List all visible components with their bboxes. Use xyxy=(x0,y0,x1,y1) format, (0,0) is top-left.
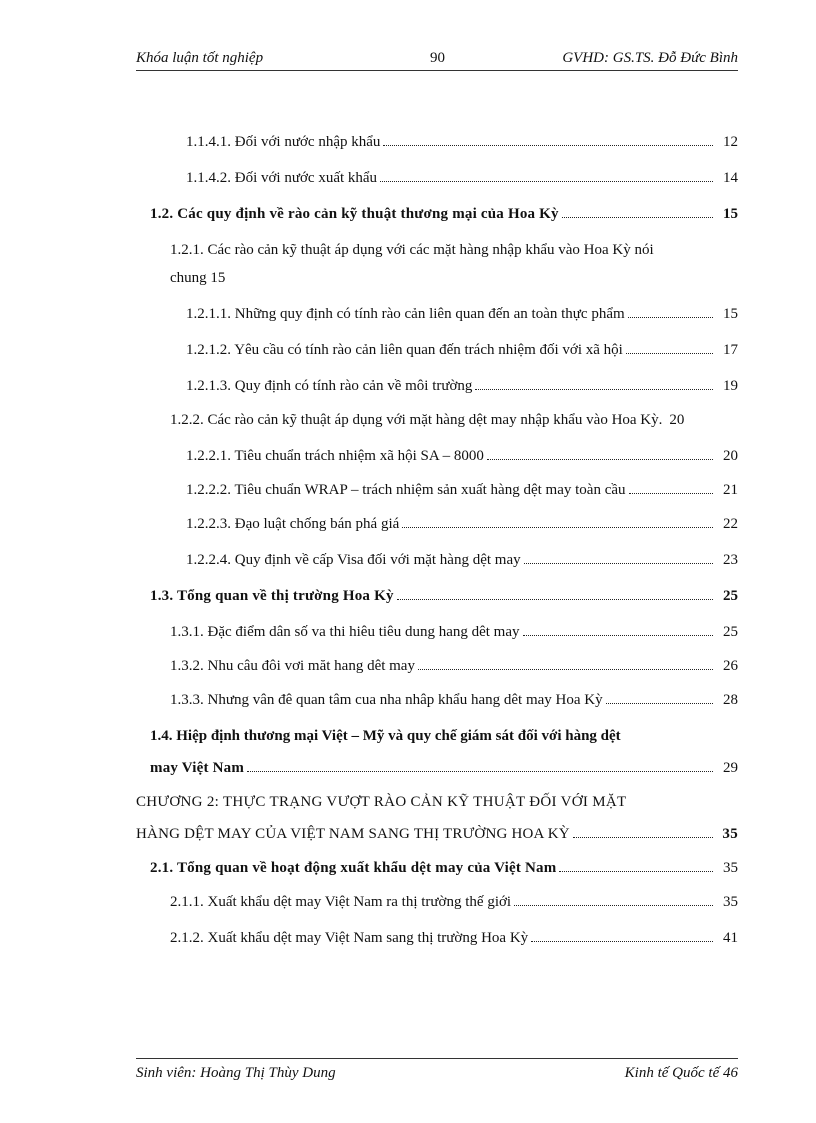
thesis-label: Khóa luận tốt nghiệp xyxy=(136,50,264,66)
student-label: Sinh viên: Hoàng Thị Thùy Dung xyxy=(136,1065,336,1081)
toc-entry: 1.3.3. Nhưng vân đê quan tâm cua nha nhâp khẩu hang dêt may Hoa Kỳ 28 xyxy=(170,692,738,708)
page-footer xyxy=(136,1058,738,1083)
toc-entry: 2.1.2. Xuất khẩu dệt may Việt Nam sang thị trường Hoa Kỳ 41 xyxy=(170,930,738,946)
toc-entry: 1.3.2. Nhu câu đôi vơi măt hang dêt may 26 xyxy=(170,658,738,674)
toc-section: may Việt Nam 29 xyxy=(150,760,738,776)
toc-entry: 1.2.2.1. Tiêu chuẩn trách nhiệm xã hội SA – 8000 20 xyxy=(186,448,738,464)
class-label: Kinh tế Quốc tế 46 xyxy=(624,1065,738,1081)
toc-section: 1.2. Các quy định về rào cản kỹ thuật thương mại của Hoa Kỳ 15 xyxy=(150,206,738,222)
toc-entry: 1.2.1.2. Yêu cầu có tính rào cản liên quan đến trách nhiệm đối với xã hội 17 xyxy=(186,342,738,358)
toc-entry: 1.2.2. Các rào cản kỹ thuật áp dụng với mặt hàng dệt may nhập khẩu vào Hoa Kỳ. 20 xyxy=(170,412,685,428)
toc-entry: 1.2.1.1. Những quy định có tính rào cản liên quan đến an toàn thực phẩm 15 xyxy=(186,306,738,322)
toc-entry: 1.1.4.1. Đối với nước nhập khẩu 12 xyxy=(186,134,738,150)
toc-section: 1.3. Tổng quan về thị trường Hoa Kỳ 25 xyxy=(150,588,738,604)
toc-entry: 1.2.2.4. Quy định về cấp Visa đối với mặt hàng dệt may 23 xyxy=(186,552,738,568)
toc-entry-line: 1.2.1. Các rào cản kỹ thuật áp dụng với các mặt hàng nhập khẩu vào Hoa Kỳ nói xyxy=(170,242,654,258)
toc-entry: 1.2.2.2. Tiêu chuẩn WRAP – trách nhiệm sản xuất hàng dệt may toàn cầu 21 xyxy=(186,482,738,498)
supervisor-label: GVHD: GS.TS. Đỗ Đức Bình xyxy=(562,50,738,66)
chapter-title: HÀNG DỆT MAY CỦA VIỆT NAM SANG THỊ TRƯỜNG HOA KỲ 35 xyxy=(136,826,738,842)
toc-entry-line: chung 15 xyxy=(170,270,226,286)
chapter-title-line: CHƯƠNG 2: THỰC TRẠNG VƯỢT RÀO CẢN KỸ THUẬT ĐỐI VỚI MẶT xyxy=(136,794,627,810)
page-header xyxy=(136,48,738,71)
toc-entry: 1.3.1. Đặc điểm dân số va thi hiêu tiêu dung hang dêt may 25 xyxy=(170,624,738,640)
toc-entry: 2.1.1. Xuất khẩu dệt may Việt Nam ra thị trường thế giới 35 xyxy=(170,894,738,910)
toc-section: 2.1. Tổng quan về hoạt động xuất khẩu dệt may của Việt Nam 35 xyxy=(150,860,738,876)
toc-entry: 1.1.4.2. Đối với nước xuất khẩu 14 xyxy=(186,170,738,186)
toc-section-line: 1.4. Hiệp định thương mại Việt – Mỹ và quy chế giám sát đối với hàng dệt xyxy=(150,728,621,744)
toc-entry: 1.2.1.3. Quy định có tính rào cản về môi trường 19 xyxy=(186,378,738,394)
toc-entry: 1.2.2.3. Đạo luật chống bán phá giá 22 xyxy=(186,516,738,532)
page-number: 90 xyxy=(430,50,445,66)
